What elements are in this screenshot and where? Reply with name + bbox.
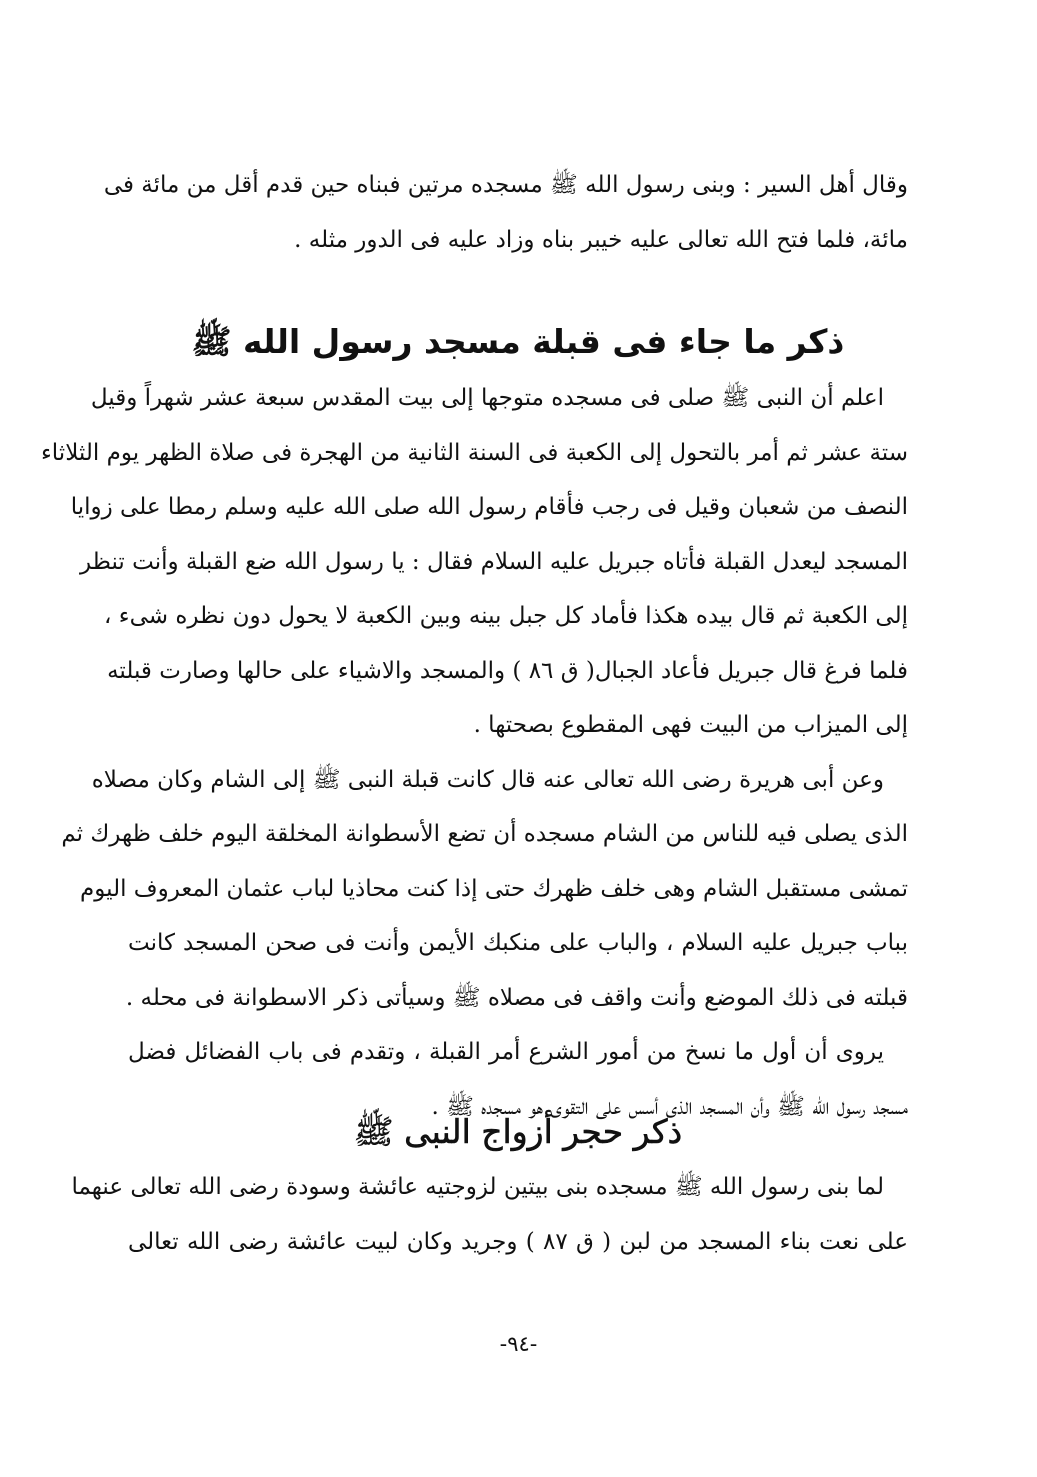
text-line: على نعت بناء المسجد من لبن ( ق ٨٧ ) وجريد وكان لبيت عائشة رضى الله تعالى bbox=[128, 1228, 908, 1255]
text-line: إلى الميزاب من البيت فهى المقطوع بصحتها . bbox=[473, 712, 908, 738]
text-line: المسجد ليعدل القبلة فأتاه جبريل عليه السلام فقال : يا رسول الله ضع القبلة وأنت تنظر bbox=[79, 548, 908, 575]
text-line: تمشى مستقبل الشام وهى خلف ظهرك حتى إذا كنت محاذيا لباب عثمان المعروف اليوم bbox=[80, 875, 908, 902]
text-line: اعلم أن النبى ﷺ صلى فى مسجده متوجها إلى بيت المقدس سبعة عشر شهراً وقيل bbox=[90, 385, 884, 411]
page-number: -٩٤- bbox=[499, 1332, 538, 1356]
text-line: إلى الكعبة ثم قال بيده هكذا فأماد كل جبل بينه وبين الكعبة لا يحول دون نظره شىء ، bbox=[104, 603, 908, 629]
qibla-section bbox=[40, 371, 908, 1134]
text-line: يروى أن أول ما نسخ من أمور الشرع أمر القبلة ، وتقدم فى باب الفضائل فضل bbox=[128, 1039, 884, 1065]
text-line: وقال أهل السير : وبنى رسول الله ﷺ مسجده مرتين فبناه حين قدم أقل من مائة فى bbox=[103, 172, 908, 198]
text-line: قبلته فى ذلك الموضع وأنت واقف فى مصلاه ﷺ وسيأتى ذكر الاسطوانة فى محله . bbox=[125, 984, 908, 1011]
text-line: مسجد رسول الله ﷺ وأن المسجد الذى أسس على التقوى هو مسجده ﷺ . bbox=[431, 1093, 908, 1120]
section-heading-hujar: ذكر حجر أزواج النبى ﷺ bbox=[353, 1112, 683, 1151]
text-line: مائة، فلما فتح الله تعالى عليه خيبر بناه وزاد عليه فى الدور مثله . bbox=[294, 226, 908, 253]
section-heading-qibla: ذكر ما جاء فى قبلة مسجد رسول الله ﷺ bbox=[191, 322, 845, 361]
text-line: وعن أبى هريرة رضى الله تعالى عنه قال كانت قبلة النبى ﷺ إلى الشام وكان مصلاه bbox=[91, 766, 884, 793]
hujar-section bbox=[71, 1160, 908, 1269]
text-line: لما بنى رسول الله ﷺ مسجده بنى بيتين لزوجتيه عائشة وسودة رضى الله تعالى عنهما bbox=[71, 1174, 884, 1200]
text-line: الذى يصلى فيه للناس من الشام مسجده أن تضع الأسطوانة المخلقة اليوم خلف ظهرك ثم bbox=[61, 821, 908, 847]
text-line: ستة عشر ثم أمر بالتحول إلى الكعبة فى السنة الثانية من الهجرة فى صلاة الظهر يوم الثلاثاء bbox=[40, 439, 908, 466]
text-line: النصف من شعبان وقيل فى رجب فأقام رسول الله صلى الله عليه وسلم رمطا على زوايا bbox=[70, 494, 908, 520]
text-line: بباب جبريل عليه السلام ، والباب على منكبك الأيمن وأنت فى صحن المسجد كانت bbox=[128, 930, 908, 956]
intro-paragraph bbox=[103, 158, 908, 267]
text-line: فلما فرغ قال جبريل فأعاد الجبال( ق ٨٦ ) والمسجد والاشياء على حالها وصارت قبلته bbox=[107, 657, 908, 684]
